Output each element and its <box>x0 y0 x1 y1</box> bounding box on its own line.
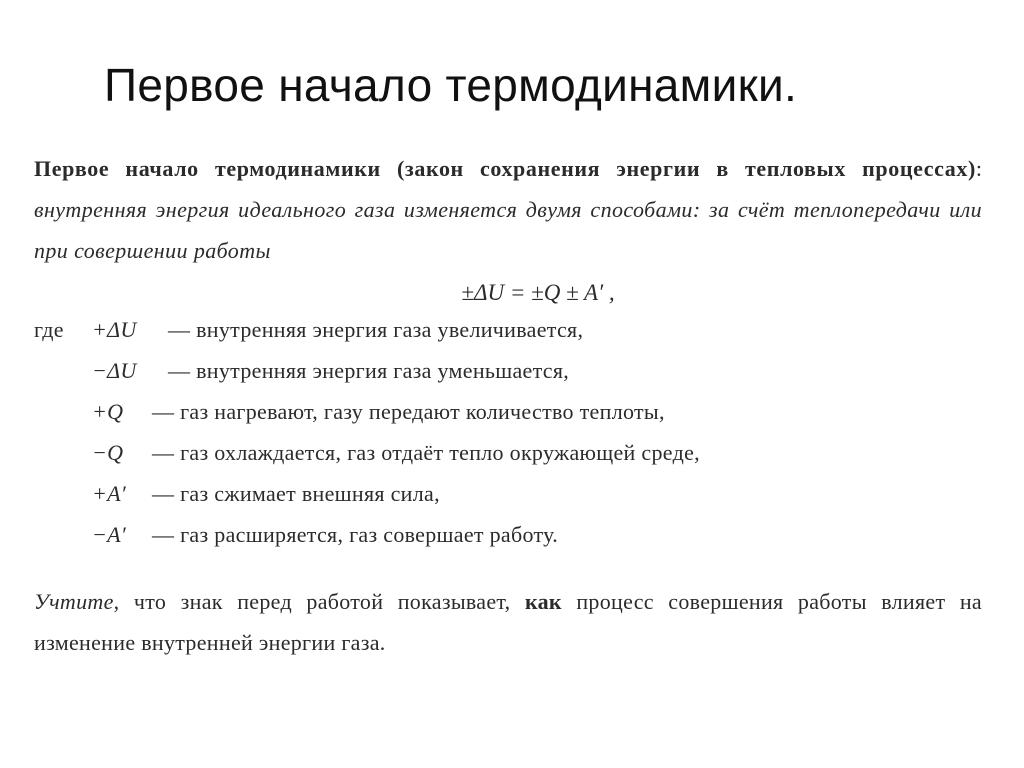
definition-row <box>34 440 982 481</box>
definition-symbol: +A′ <box>92 481 126 506</box>
definition-symbol: −ΔU <box>92 358 137 383</box>
definition-text: — газ расширяется, газ совершает работу. <box>152 522 559 547</box>
note-paragraph <box>34 581 982 663</box>
definition-text: — внутренняя энергия газа уменьшается, <box>168 358 570 383</box>
definition-row <box>34 481 982 522</box>
first-law-formula <box>94 271 982 315</box>
definition-list <box>34 317 982 563</box>
note-bold-word: как <box>524 589 562 614</box>
formula-text: ±ΔU = ±Q ± A′ , <box>461 280 615 305</box>
note-text-part-2: процесс совершения работы влияет на изменение внутренней энергии газа. <box>34 589 982 655</box>
definition-row <box>34 358 982 399</box>
intro-colon: : <box>975 156 982 181</box>
slide-title: Первое начало термодинамики. <box>104 59 798 111</box>
definition-row <box>34 317 982 358</box>
definition-row <box>34 522 982 563</box>
note-italic-word: Учтите <box>34 589 114 614</box>
definition-symbol: +ΔU <box>92 317 137 342</box>
definition-text: — внутренняя энергия газа увеличивается, <box>168 317 584 342</box>
definition-symbol: −Q <box>92 440 124 465</box>
law-statement-italic: внутренняя энергия идеального газа изменяется двумя способами: за счёт теплопередачи или при совершении работы <box>34 197 982 263</box>
definition-symbol: +Q <box>92 399 124 424</box>
scanned-textbook-excerpt <box>34 148 982 663</box>
definition-text: — газ охлаждается, газ отдаёт тепло окружающей среде, <box>152 440 700 465</box>
intro-paragraph <box>34 148 982 271</box>
definition-text: — газ нагревают, газу передают количество теплоты, <box>152 399 665 424</box>
law-statement-bold: Первое начало термодинамики (закон сохранения энергии в тепловых процессах) <box>34 156 976 181</box>
definition-symbol: −A′ <box>92 522 126 547</box>
definition-row <box>34 399 982 440</box>
note-text-part-1: , что знак перед работой показывает, <box>113 589 525 614</box>
where-label: где <box>34 317 64 342</box>
definition-text: — газ сжимает внешняя сила, <box>152 481 440 506</box>
